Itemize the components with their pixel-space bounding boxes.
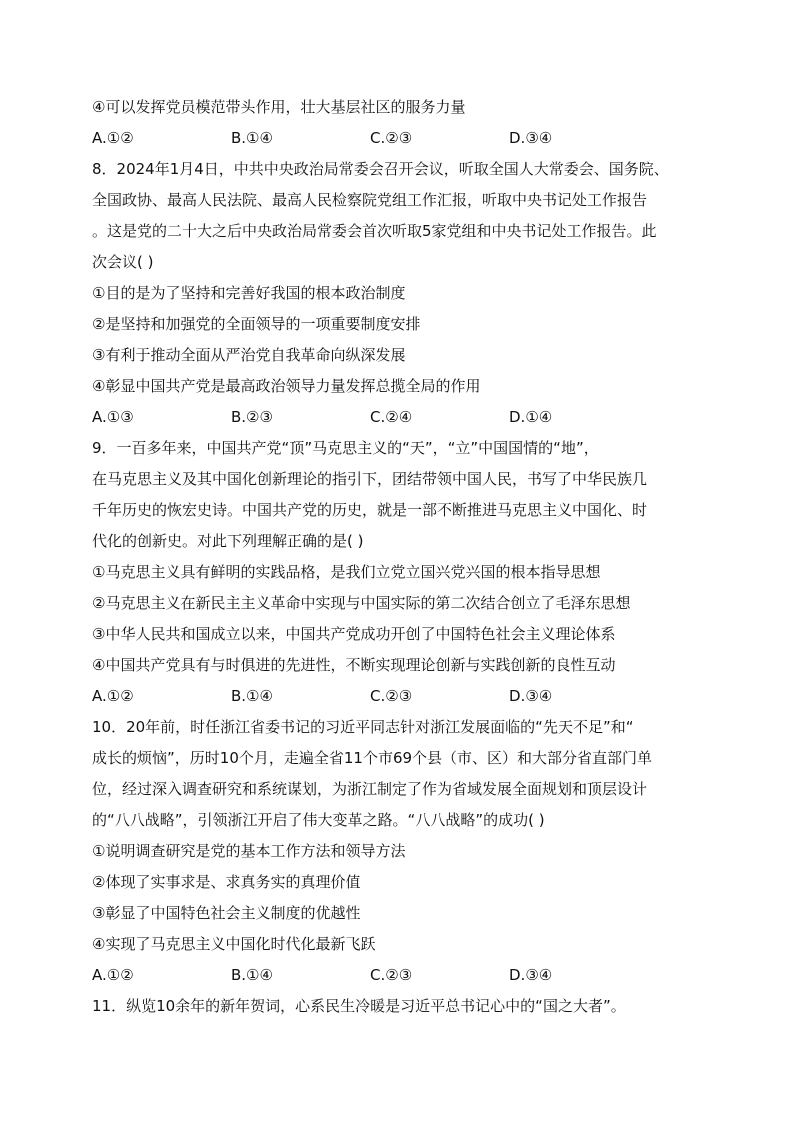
q10-stem-line: 的“八八战略”，引领浙江开启了伟大变革之路。“八八战略”的成功( ) (92, 811, 545, 829)
q9-statement-2: ②马克思主义在新民主主义革命中实现与中国实际的第二次结合创立了毛泽东思想 (92, 594, 631, 612)
q10-choice-a: A.①② (92, 966, 134, 984)
q10-stem-line: 位，经过深入调查研究和系统谋划，为浙江制定了作为省域发展全面规划和顶层设计 (92, 780, 648, 798)
q10-statement-2: ②体现了实事求是、求真务实的真理价值 (92, 873, 361, 891)
q9-statement-4: ④中国共产党具有与时俱进的先进性，不断实现理论创新与实践创新的良性互动 (92, 656, 616, 674)
q10-statement-4: ④实现了马克思主义中国化时代化最新飞跃 (92, 935, 376, 953)
q9-choices (92, 681, 702, 712)
q7-choice-a: A.①② (92, 129, 134, 147)
q10-statement-1: ①说明调查研究是党的基本工作方法和领导方法 (92, 842, 406, 860)
q10-choice-b: B.①④ (231, 966, 273, 984)
q8-stem-line: 全国政协、最高人民法院、最高人民检察院党组工作汇报，听取中央书记处工作报告 (92, 191, 648, 209)
q10-choice-d: D.③④ (509, 966, 553, 984)
q9-statement-3: ③中华人民共和国成立以来，中国共产党成功开创了中国特色社会主义理论体系 (92, 625, 616, 643)
q9-stem (92, 433, 702, 557)
q8-statement-2: ②是坚持和加强党的全面领导的一项重要制度安排 (92, 315, 421, 333)
q8-choice-c: C.②④ (370, 408, 413, 426)
q8-choice-d: D.①④ (509, 408, 553, 426)
q9-choice-c: C.②③ (370, 687, 413, 705)
q10-stem-line: 10．20年前，时任浙江省委书记的习近平同志针对浙江发展面临的“先天不足”和“ (92, 718, 634, 736)
q8-stem-line: 。这是党的二十大之后中央政治局常委会首次听取5家党组和中央书记处工作报告。此 (92, 222, 657, 240)
q10-stem-line: 成长的烦恼”，历时10个月，走遍全省11个市69个县（市、区）和大部分省直部门单 (92, 749, 653, 767)
q9-choice-b: B.①④ (231, 687, 273, 705)
q8-choice-a: A.①③ (92, 408, 134, 426)
q10-choices (92, 960, 702, 991)
q8-stem (92, 154, 702, 278)
q8-statement-4: ④彰显中国共产党是最高政治领导力量发挥总揽全局的作用 (92, 377, 481, 395)
q9-statement-1: ①马克思主义具有鲜明的实践品格，是我们立党立国兴党兴国的根本指导思想 (92, 563, 601, 581)
exam-page (92, 92, 702, 1022)
q7-statement-4: ④可以发挥党员模范带头作用，壮大基层社区的服务力量 (92, 98, 466, 116)
q7-choices (92, 123, 702, 154)
q9-choice-d: D.③④ (509, 687, 553, 705)
q8-statement-1: ①目的是为了坚持和完善好我国的根本政治制度 (92, 284, 406, 302)
q9-stem-line: 在马克思主义及其中国化创新理论的指引下，团结带领中国人民，书写了中华民族几 (92, 470, 648, 488)
q8-stem-line: 次会议( ) (92, 253, 154, 271)
q7-choice-b: B.①④ (231, 129, 273, 147)
q11-stem-line: 11．纵览10余年的新年贺词，心系民生冷暖是习近平总书记心中的“国之大者”。 (92, 997, 626, 1015)
q9-stem-line: 千年历史的恢宏史诗。中国共产党的历史，就是一部不断推进马克思主义中国化、时 (92, 501, 648, 519)
q8-stem-line: 8．2024年1月4日，中共中央政治局常委会召开会议，听取全国人大常委会、国务院、 (92, 160, 669, 178)
q9-choice-a: A.①② (92, 687, 134, 705)
q8-statement-3: ③有利于推动全面从严治党自我革命向纵深发展 (92, 346, 406, 364)
q7-choice-d: D.③④ (509, 129, 553, 147)
q9-stem-line: 代化的创新史。对此下列理解正确的是( ) (92, 532, 364, 550)
q9-stem-line: 9．一百多年来，中国共产党“顶”马克思主义的“天”，“立”中国国情的“地”， (92, 439, 599, 457)
q10-statement-3: ③彰显了中国特色社会主义制度的优越性 (92, 904, 361, 922)
q7-choice-c: C.②③ (370, 129, 413, 147)
q11-stem (92, 991, 702, 1022)
q8-choices (92, 402, 702, 433)
q10-stem (92, 712, 702, 836)
q8-choice-b: B.②③ (231, 408, 273, 426)
q10-choice-c: C.②③ (370, 966, 413, 984)
